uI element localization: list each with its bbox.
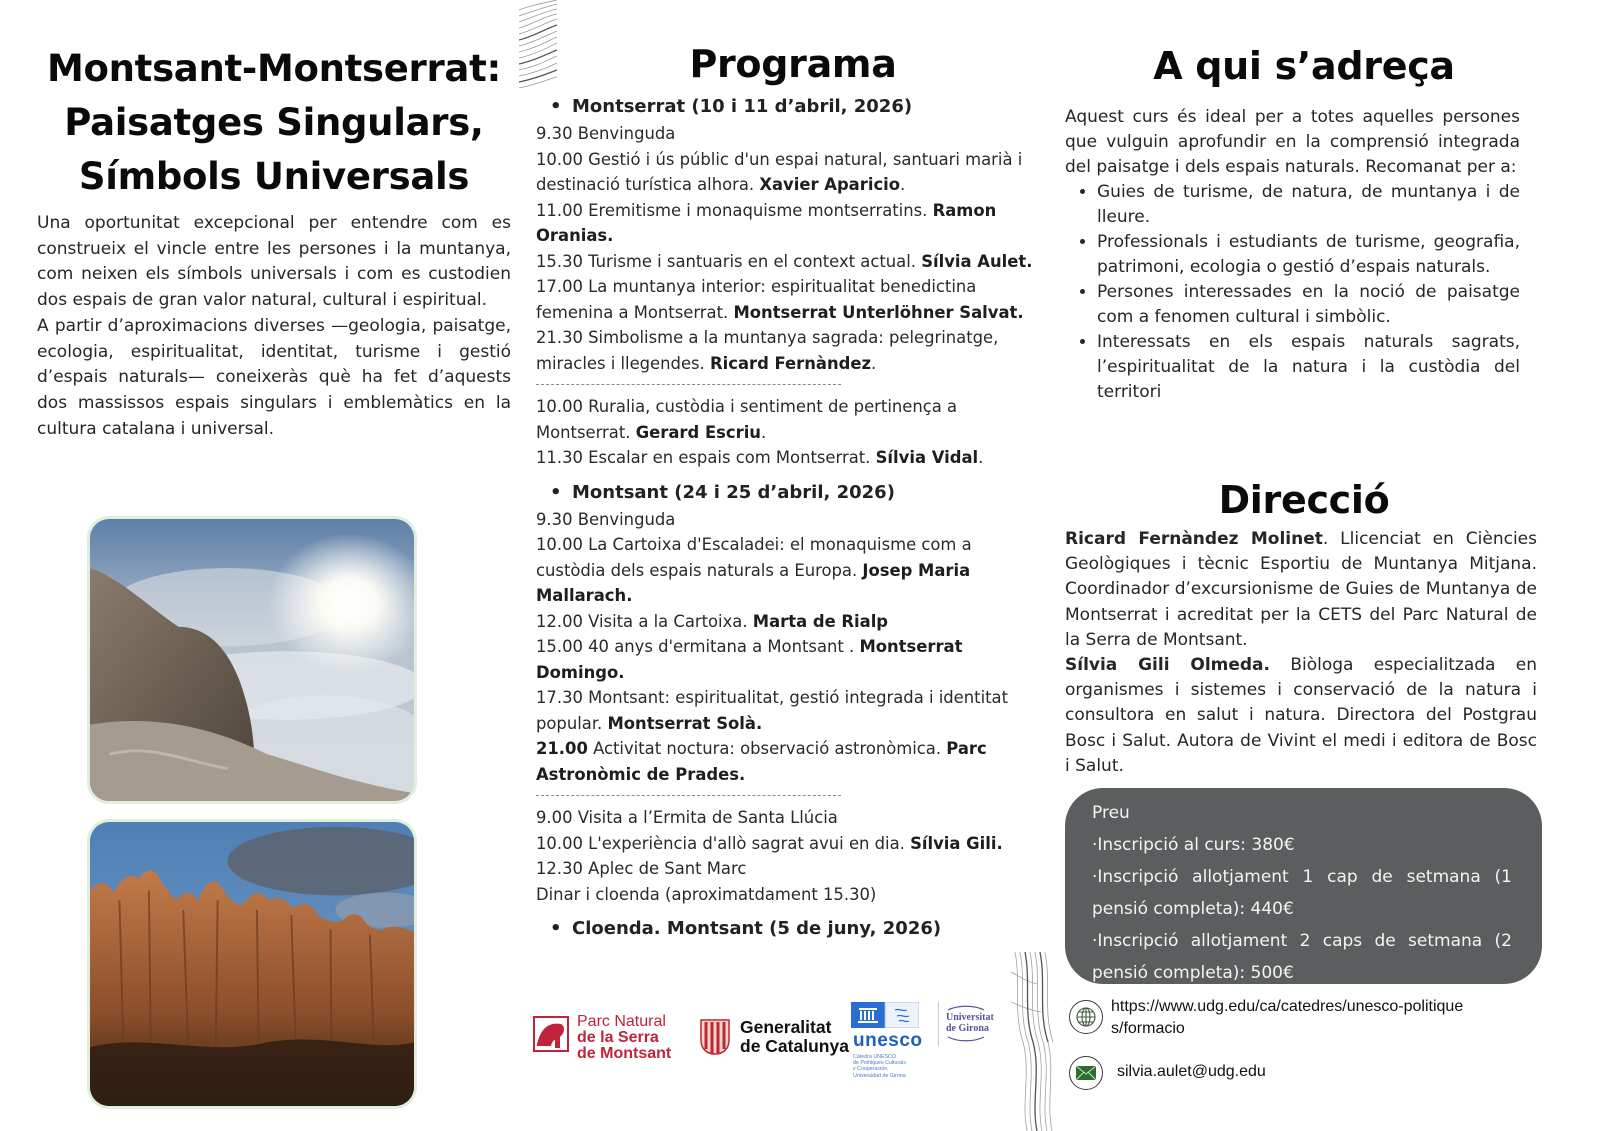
audience-item: • Guies de turisme, de natura, de muntanya i de lleure. xyxy=(1097,180,1520,230)
logo-text-line: y Cooperación, xyxy=(853,1066,889,1073)
program-item-night xyxy=(536,736,1036,787)
price-item: ·Inscripció allotjament 2 caps de setmana (2 pensió completa): 500€ xyxy=(1092,931,1512,983)
item-speaker: Montserrat Unterlöhner Salvat. xyxy=(733,302,1024,322)
item-text: 17.30 Montsant: espiritualitat, gestió integrada i identitat popular. xyxy=(536,688,1009,733)
globe-icon xyxy=(1069,1000,1103,1034)
price-title: Preu xyxy=(1092,803,1130,823)
program-item xyxy=(536,882,1036,908)
logo-text-line: de Girona xyxy=(946,1023,989,1034)
program-item xyxy=(536,249,1036,275)
director-bio xyxy=(1065,653,1537,779)
rock-pinnacles-photo xyxy=(87,819,417,1109)
item-text: 21.30 Simbolisme a la muntanya sagrada: pelegrinatge, miracles i llegendes. xyxy=(536,328,999,373)
session-heading-closing xyxy=(536,915,1036,943)
item-text: 10.00 L'experiència d'allò sagrat avui en dia. xyxy=(536,833,911,853)
item-text: 11.00 Eremitisme i monaquisme montserratins. xyxy=(536,200,933,220)
program-item xyxy=(536,507,1036,533)
item-text: 9.00 Visita a l’Ermita de Santa Llúcia xyxy=(536,808,838,827)
item-speaker: Marta de Rialp xyxy=(752,611,889,631)
audience-item: • Persones interessades en la noció de paisatge com a fenomen cultural i simbòlic. xyxy=(1097,280,1520,330)
bullet-icon: • xyxy=(550,481,562,503)
director-bio xyxy=(1065,527,1537,653)
logo-text-line: Universidad de Girona xyxy=(853,1072,906,1079)
item-text: 9.30 Benvinguda xyxy=(536,124,676,143)
item-text: 9.30 Benvinguda xyxy=(536,509,676,529)
item-speaker: Ricard Fernàndez xyxy=(709,353,872,373)
generalitat-emblem-icon xyxy=(698,1018,732,1056)
generalitat-logo xyxy=(698,1018,858,1068)
audience-section xyxy=(1065,105,1520,405)
program-item xyxy=(536,325,1036,376)
unesco-wordmark: unesco xyxy=(853,1030,923,1051)
item-text: 12.30 Aplec de Sant Marc xyxy=(536,859,747,878)
partner-logos xyxy=(533,1014,1033,1094)
logo-text-line: de Catalunya xyxy=(740,1036,849,1056)
title-line: Paisatges Singulars, xyxy=(64,101,484,144)
day-separator xyxy=(536,384,841,385)
director-name: Sílvia Gili Olmeda. xyxy=(1065,655,1270,676)
parc-natural-emblem-icon xyxy=(533,1016,569,1052)
audience-item: • Professionals i estudiants de turisme, geografia, patrimoni, ecologia o gestió d’espais naturals. xyxy=(1097,230,1520,280)
item-text: 10.00 La Cartoixa d'Escaladei: el monaquisme com a custòdia dels espais naturals a Europa. xyxy=(536,535,972,580)
session-heading-text: Montserrat (10 i 11 d’abril, 2026) xyxy=(572,96,913,117)
logo-divider xyxy=(938,1002,939,1046)
item-punctuation: . xyxy=(978,448,984,467)
program-item xyxy=(536,532,1036,609)
bullet-icon: • xyxy=(550,96,562,117)
director-bio-text: Biòloga especialitzada en organismes i sistemes i conservació de la natura i consultora en salut i natura. Directora del Postgrau Bosc i Salut. Autora de Vivint el medi i editora de Bosc i Salut. xyxy=(1065,655,1538,776)
item-text: 15.00 40 anys d'ermitana a Montsant . xyxy=(536,637,860,656)
generalitat-text xyxy=(740,1018,849,1056)
direction-title: Direcció xyxy=(1218,478,1390,522)
main-title xyxy=(37,42,511,204)
item-punctuation: . xyxy=(760,422,767,442)
day-separator xyxy=(536,795,841,796)
program-item xyxy=(536,856,1036,882)
program-item xyxy=(536,394,1036,445)
item-punctuation: . xyxy=(871,353,877,373)
parc-natural-logo xyxy=(533,1013,693,1076)
logo-text-line: Càtedra UNESCO xyxy=(853,1054,896,1060)
intro-paragraph: A partir d’aproximacions diverses —geologia, paisatge, ecologia, espiritualitat, identitat, turisme i gestió d’espais naturals— coneixeràs què ha fet d’aquests dos massissos espais singulars i emblemàtics en la cultura catalana i universal. xyxy=(37,315,511,439)
logo-text-line: de Montsant xyxy=(577,1045,672,1062)
item-speaker: Gerard Escriu xyxy=(635,422,761,442)
logo-text-line: Universitat xyxy=(946,1012,994,1023)
item-text: 12.00 Visita a la Cartoixa. xyxy=(536,611,753,631)
unesco-temple-icon xyxy=(851,1002,919,1028)
program-item xyxy=(536,831,1036,857)
item-text: 15.30 Turisme i santuaris en el context actual. xyxy=(536,251,922,271)
item-text: Dinar i cloenda (aproximatdament 15.30) xyxy=(536,884,877,904)
udg-logo xyxy=(938,1002,1013,1052)
session-heading-text: Cloenda. Montsant (5 de juny, 2026) xyxy=(572,918,942,939)
mountain-clouds-photo xyxy=(87,516,417,804)
program-item xyxy=(536,198,1036,249)
program-item xyxy=(536,634,1036,685)
program-item xyxy=(536,147,1036,198)
udg-text xyxy=(946,1012,994,1034)
unesco-logo xyxy=(851,1002,931,1082)
intro-text xyxy=(37,211,511,442)
item-text: 10.00 Ruralia, custòdia i sentiment de pertinença a Montserrat. xyxy=(536,397,958,442)
item-speaker: Ramon Oranias. xyxy=(536,200,997,245)
program-item xyxy=(536,445,1036,471)
session-heading-montsant xyxy=(536,479,1036,507)
program-item xyxy=(536,274,1036,325)
audience-list xyxy=(1065,180,1520,405)
item-punctuation: . xyxy=(900,175,906,194)
parc-natural-text xyxy=(577,1014,671,1062)
item-text: Activitat noctura: observació astronòmica. xyxy=(587,739,947,758)
price-box xyxy=(1065,788,1542,984)
item-text: 10.00 Gestió i ús públic d'un espai natural, santuari marià i destinació turística alhora. xyxy=(536,149,1023,194)
logo-text-line: de Polítiques Culturals xyxy=(853,1060,906,1067)
program-item xyxy=(536,609,1036,635)
item-speaker: Xavier Aparicio xyxy=(759,175,901,194)
udg-arc-bottom-icon xyxy=(946,1036,986,1042)
title-line: Símbols Universals xyxy=(78,155,470,198)
udg-arc-top-icon xyxy=(946,1005,986,1011)
logo-text-line: de la Serra xyxy=(577,1029,659,1046)
logo-text-line: Generalitat xyxy=(740,1017,832,1037)
director-bio-text: . Llicenciat en Ciències Geològiques i tècnic Esportiu de Muntanya Mitjana. Coordinador d’excursionisme de Guies de Muntanya de Montserrat i acreditat per la CETS del Parc Natural de la Serra de Montsant. xyxy=(1065,529,1537,650)
item-speaker: Parc Astronòmic de Prades. xyxy=(536,739,987,784)
mail-icon xyxy=(1069,1056,1103,1090)
title-line: Montsant-Montserrat: xyxy=(47,47,501,90)
audience-intro: Aquest curs és ideal per a totes aquelles persones que vulguin aprofundir en la comprensió integrada del paisatge i dels espais naturals. Recomanat per a: xyxy=(1065,107,1520,177)
unesco-subtitle xyxy=(853,1054,933,1079)
program-item xyxy=(536,685,1036,736)
email-link[interactable]: silvia.aulet@udg.edu xyxy=(1117,1063,1266,1080)
program-item xyxy=(536,805,1036,831)
bullet-icon: • xyxy=(550,918,562,939)
audience-title: A qui s’adreça xyxy=(1153,44,1455,88)
item-speaker: Sílvia Aulet. xyxy=(921,251,1033,271)
audience-item: • Interessats en els espais naturals sagrats, l’espiritualitat de la natura i la custòdia del territori xyxy=(1097,330,1520,405)
website-link[interactable]: https://www.udg.edu/ca/catedres/unesco-politiques/formacio xyxy=(1111,998,1464,1037)
session-heading-montserrat xyxy=(536,93,1036,121)
price-item: ·Inscripció al curs: 380€ xyxy=(1092,835,1295,855)
item-speaker: Josep Maria Mallarach. xyxy=(536,560,971,605)
item-speaker: Sílvia Gili. xyxy=(910,833,1003,853)
price-item: ·Inscripció allotjament 1 cap de setmana (1 pensió completa): 440€ xyxy=(1092,867,1512,919)
logo-text-line: Parc Natural xyxy=(577,1013,666,1030)
item-speaker: Montserrat Solà. xyxy=(607,713,763,733)
program-item xyxy=(536,121,1036,147)
program-list xyxy=(536,93,1036,943)
item-text: 11.30 Escalar en espais com Montserrat. xyxy=(536,448,876,467)
intro-paragraph: Una oportunitat excepcional per entendre com es construeix el vincle entre les persones i la muntanya, com neixen els símbols universals i com es custodien dos espais de gran valor natural, cultural i espiritual. xyxy=(37,213,511,311)
director-name: Ricard Fernàndez Molinet xyxy=(1065,529,1323,549)
direction-section xyxy=(1065,527,1537,779)
program-title: Programa xyxy=(689,42,897,86)
item-time: 21.00 xyxy=(536,739,588,758)
item-speaker: Montserrat Domingo. xyxy=(536,637,963,682)
session-heading-text: Montsant (24 i 25 d’abril, 2026) xyxy=(572,481,895,503)
item-speaker: Sílvia Vidal xyxy=(875,448,979,467)
item-text: 17.00 La muntanya interior: espiritualitat benedictina femenina a Montserrat. xyxy=(536,277,977,322)
